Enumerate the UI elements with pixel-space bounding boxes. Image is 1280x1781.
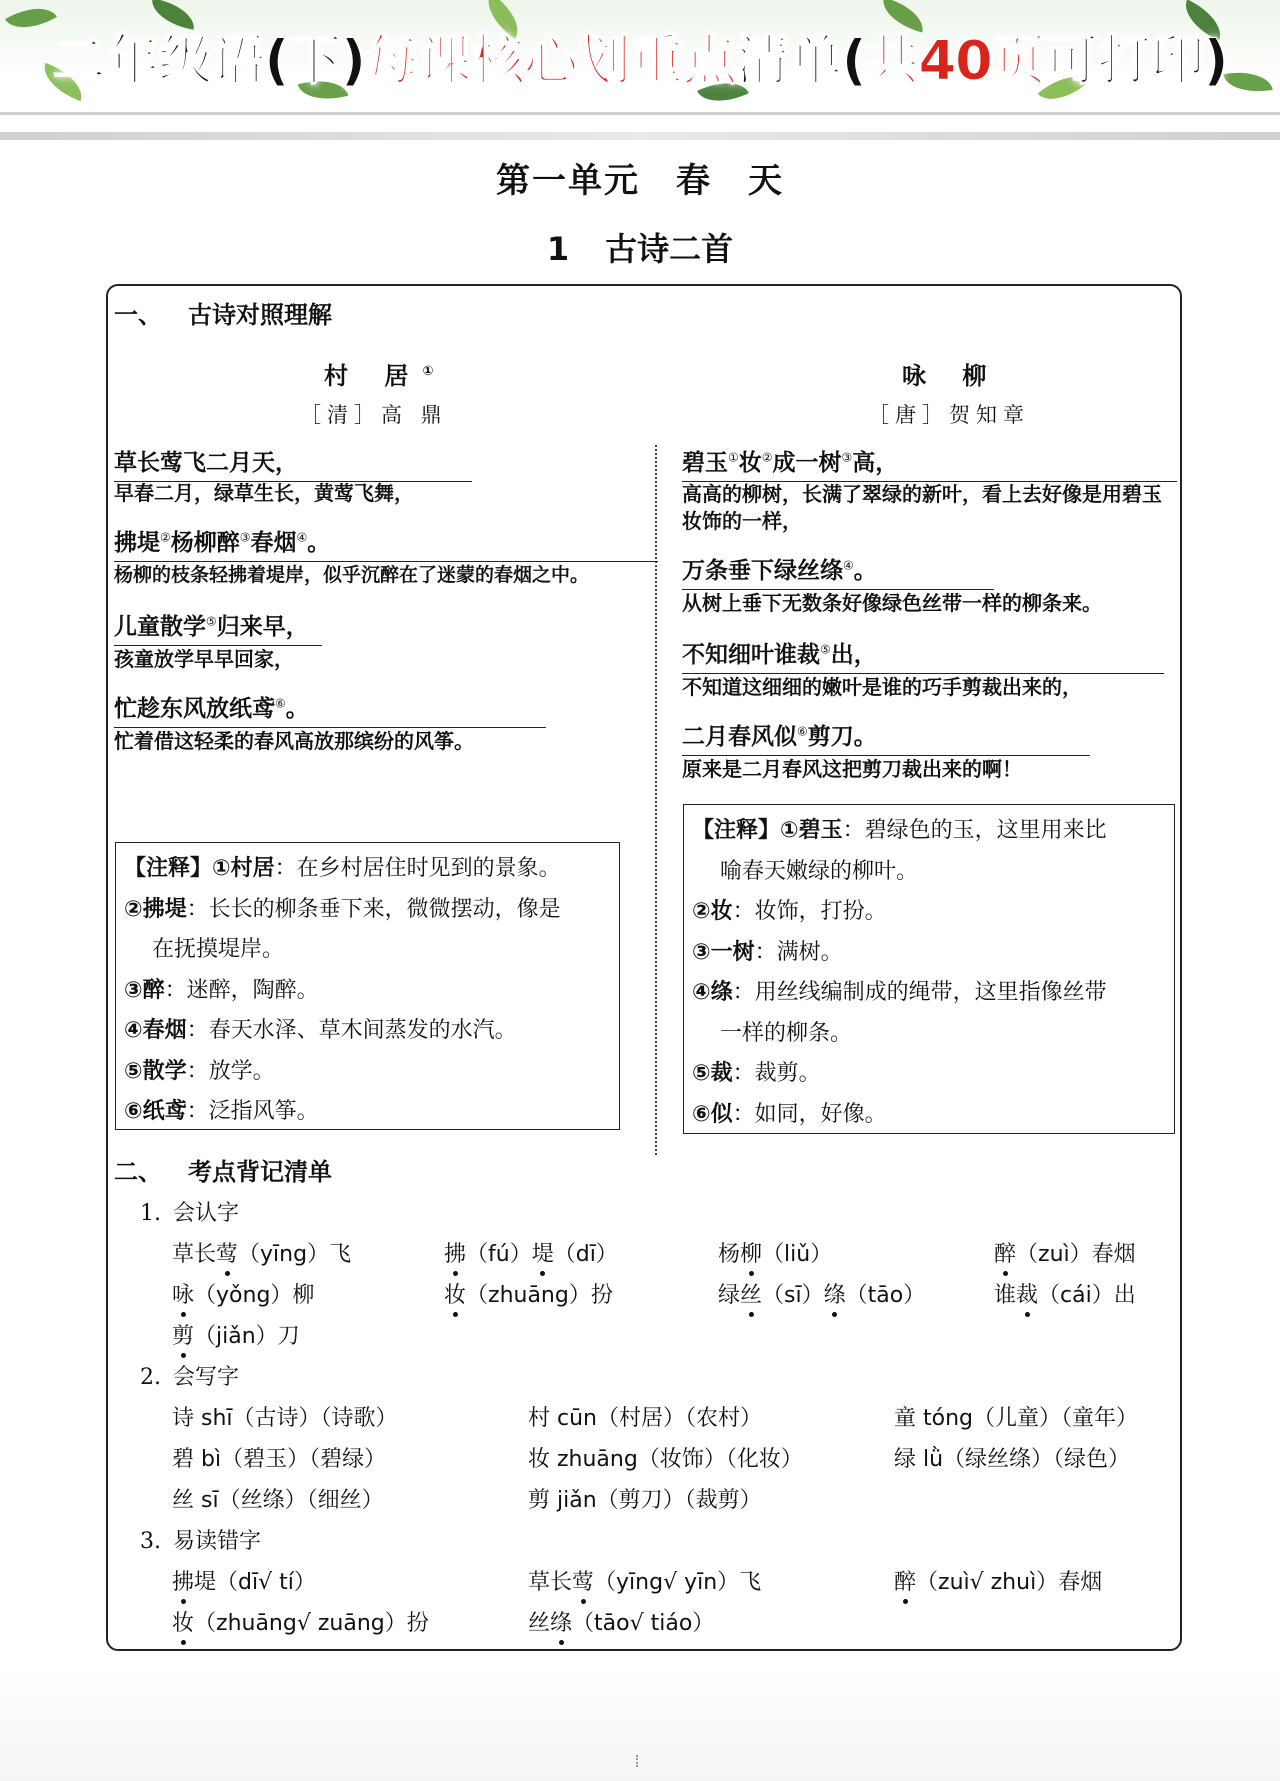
write-item: 村 cūn（村居）（农村） (528, 1406, 762, 1431)
poem-right-trans-1: 高高的柳树，长满了翠绿的新叶，看上去好像是用碧玉妆饰的一样， (682, 482, 1162, 533)
poem-right-author: ［唐］贺知章 (868, 403, 1030, 427)
unit-label: 第一单元 (496, 161, 640, 201)
poem-left-trans-4: 忙着借这轻柔的春风高放那缤纷的风筝。 (114, 729, 474, 753)
section-1-number: 一、 (114, 301, 162, 329)
section-2-number: 二、 (114, 1158, 162, 1186)
note-line: ⑤散学：放学。 (124, 1058, 275, 1084)
misread-item: 拂堤（dī√ tí） (172, 1565, 316, 1596)
unit-name-2: 天 (748, 161, 784, 201)
note-line: ⑤裁：裁剪。 (692, 1061, 821, 1086)
recognize-item: 绿丝（sī）绦（tāo） (718, 1278, 925, 1309)
section-2-title: 考点背记清单 (188, 1158, 332, 1186)
note-line: ⑥似：如同，好像。 (692, 1101, 887, 1127)
recognize-item: 醉（zuì）春烟 (994, 1237, 1136, 1268)
banner-title-part1: 二年级语(下) (52, 29, 365, 92)
write-item: 诗 shī（古诗）（诗歌） (172, 1406, 398, 1431)
poem-left-line-3: 儿童散学⑤归来早， (114, 608, 322, 646)
recognize-item: 咏（yǒng）柳 (172, 1278, 314, 1309)
recognize-item: 杨柳（liǔ） (718, 1237, 832, 1268)
footnote-marker: ① (422, 364, 434, 379)
section-1-heading (114, 295, 332, 330)
banner-title (0, 18, 1280, 95)
unit-title (0, 153, 1280, 202)
recognize-item: 剪（jiǎn）刀 (172, 1319, 300, 1350)
poem-right-line-4: 二月春风似⑥剪刀。 (682, 718, 1090, 756)
poem-left-notes (115, 842, 620, 1130)
misread-heading: 3. 易读错字 (140, 1529, 262, 1554)
misread-item: 丝绦（tāo√ tiáo） (528, 1606, 714, 1637)
banner-title-part4: 共40页 (865, 29, 1045, 92)
section-1-title: 古诗对照理解 (188, 301, 332, 329)
note-line: ③醉：迷醉，陶醉。 (124, 977, 319, 1003)
misread-item: 妆（zhuāng√ zuāng）扮 (172, 1606, 429, 1637)
note-line: ⑥纸鸢：泛指风筝。 (124, 1099, 319, 1124)
page-frame-top (0, 132, 1280, 140)
recognize-item: 草长莺（yīng）飞 (172, 1237, 351, 1268)
poem-right-line-2: 万条垂下绿丝绦④。 (682, 552, 994, 590)
note-line: 一样的柳条。 (720, 1020, 853, 1046)
poem-left-line-2: 拂堤②杨柳醉③春烟④。 (114, 524, 658, 562)
page-fold-mark (636, 1755, 642, 1767)
poem-right-title: 咏 柳 (902, 362, 1001, 390)
note-line: ④绦：用丝线编制成的绳带，这里指像丝带 (692, 980, 1107, 1005)
note-line: ②妆：妆饰，打扮。 (692, 899, 887, 924)
note-line: 在抚摸堤岸。 (152, 937, 285, 962)
note-line: 喻春天嫩绿的柳叶。 (720, 858, 919, 884)
poem-left-line-4: 忙趁东风放纸鸢⑥。 (114, 690, 546, 728)
write-item: 碧 bì（碧玉）（碧绿） (172, 1447, 387, 1472)
misread-item: 草长莺（yīng√ yīn）飞 (528, 1565, 761, 1596)
lesson-number: 1 (546, 230, 570, 268)
recognize-item: 妆（zhuāng）扮 (444, 1278, 613, 1309)
note-line: 【注释】①碧玉：碧绿色的玉，这里用来比 (692, 818, 1107, 843)
write-heading: 2. 会写字 (140, 1365, 240, 1390)
poem-right-notes (683, 804, 1175, 1134)
note-line: ④春烟：春天水泽、草木间蒸发的水汽。 (124, 1018, 517, 1043)
write-item: 剪 jiǎn（剪刀）（裁剪） (528, 1488, 762, 1513)
poem-left-trans-3: 孩童放学早早回家， (114, 647, 294, 671)
recognize-item: 拂（fú）堤（dī） (444, 1237, 618, 1268)
poem-right-trans-4: 原来是二月春风这把剪刀裁出来的啊！ (682, 757, 1022, 781)
note-line: ②拂堤：长长的柳条垂下来，微微摆动，像是 (124, 896, 561, 922)
poem-left-line-1: 草长莺飞二月天， (114, 444, 472, 482)
recognize-item: 谁裁（cái）出 (994, 1278, 1136, 1309)
banner-title-part5: 可打印) (1044, 29, 1228, 92)
poem-right-trans-2: 从树上垂下无数条好像绿色丝带一样的柳条来。 (682, 591, 1102, 615)
poem-right-trans-3: 不知道这细细的嫩叶是谁的巧手剪裁出来的， (682, 675, 1082, 699)
lesson-title (0, 224, 1280, 270)
banner-divider (0, 112, 1280, 115)
recognize-heading: 1. 会认字 (140, 1201, 240, 1226)
write-item: 童 tóng（儿童）（童年） (894, 1406, 1138, 1431)
poem-left-trans-2: 杨柳的枝条轻拂着堤岸，似乎沉醉在了迷蒙的春烟之中。 (114, 564, 590, 586)
note-line: 【注释】①村居：在乡村居住时见到的景象。 (124, 856, 561, 881)
poem-left-author: ［清］高 鼎 (300, 403, 448, 427)
unit-name-1: 春 (676, 161, 712, 201)
section-2-heading (114, 1152, 332, 1187)
misread-item: 醉（zuì√ zhuì）春烟 (894, 1565, 1102, 1596)
banner-title-part3: 清单( (735, 29, 866, 92)
poem-right-line-1: 碧玉①妆②成一树③高， (682, 444, 1177, 482)
poem-right-line-3: 不知细叶谁裁⑤出， (682, 636, 1164, 674)
poem-left-title: 村 居① (324, 362, 434, 390)
write-item: 妆 zhuāng（妆饰）（化妆） (528, 1447, 803, 1472)
note-line: ③一树：满树。 (692, 939, 843, 965)
header-banner (0, 0, 1280, 112)
banner-title-part2: 每课核心划重点 (364, 29, 736, 92)
lesson-name: 古诗二首 (605, 230, 734, 268)
poem-left-trans-1: 早春二月，绿草生长，黄莺飞舞， (114, 481, 414, 505)
write-item: 丝 sī（丝绦）（细丝） (172, 1488, 384, 1513)
write-item: 绿 lǜ（绿丝绦）（绿色） (894, 1447, 1131, 1472)
